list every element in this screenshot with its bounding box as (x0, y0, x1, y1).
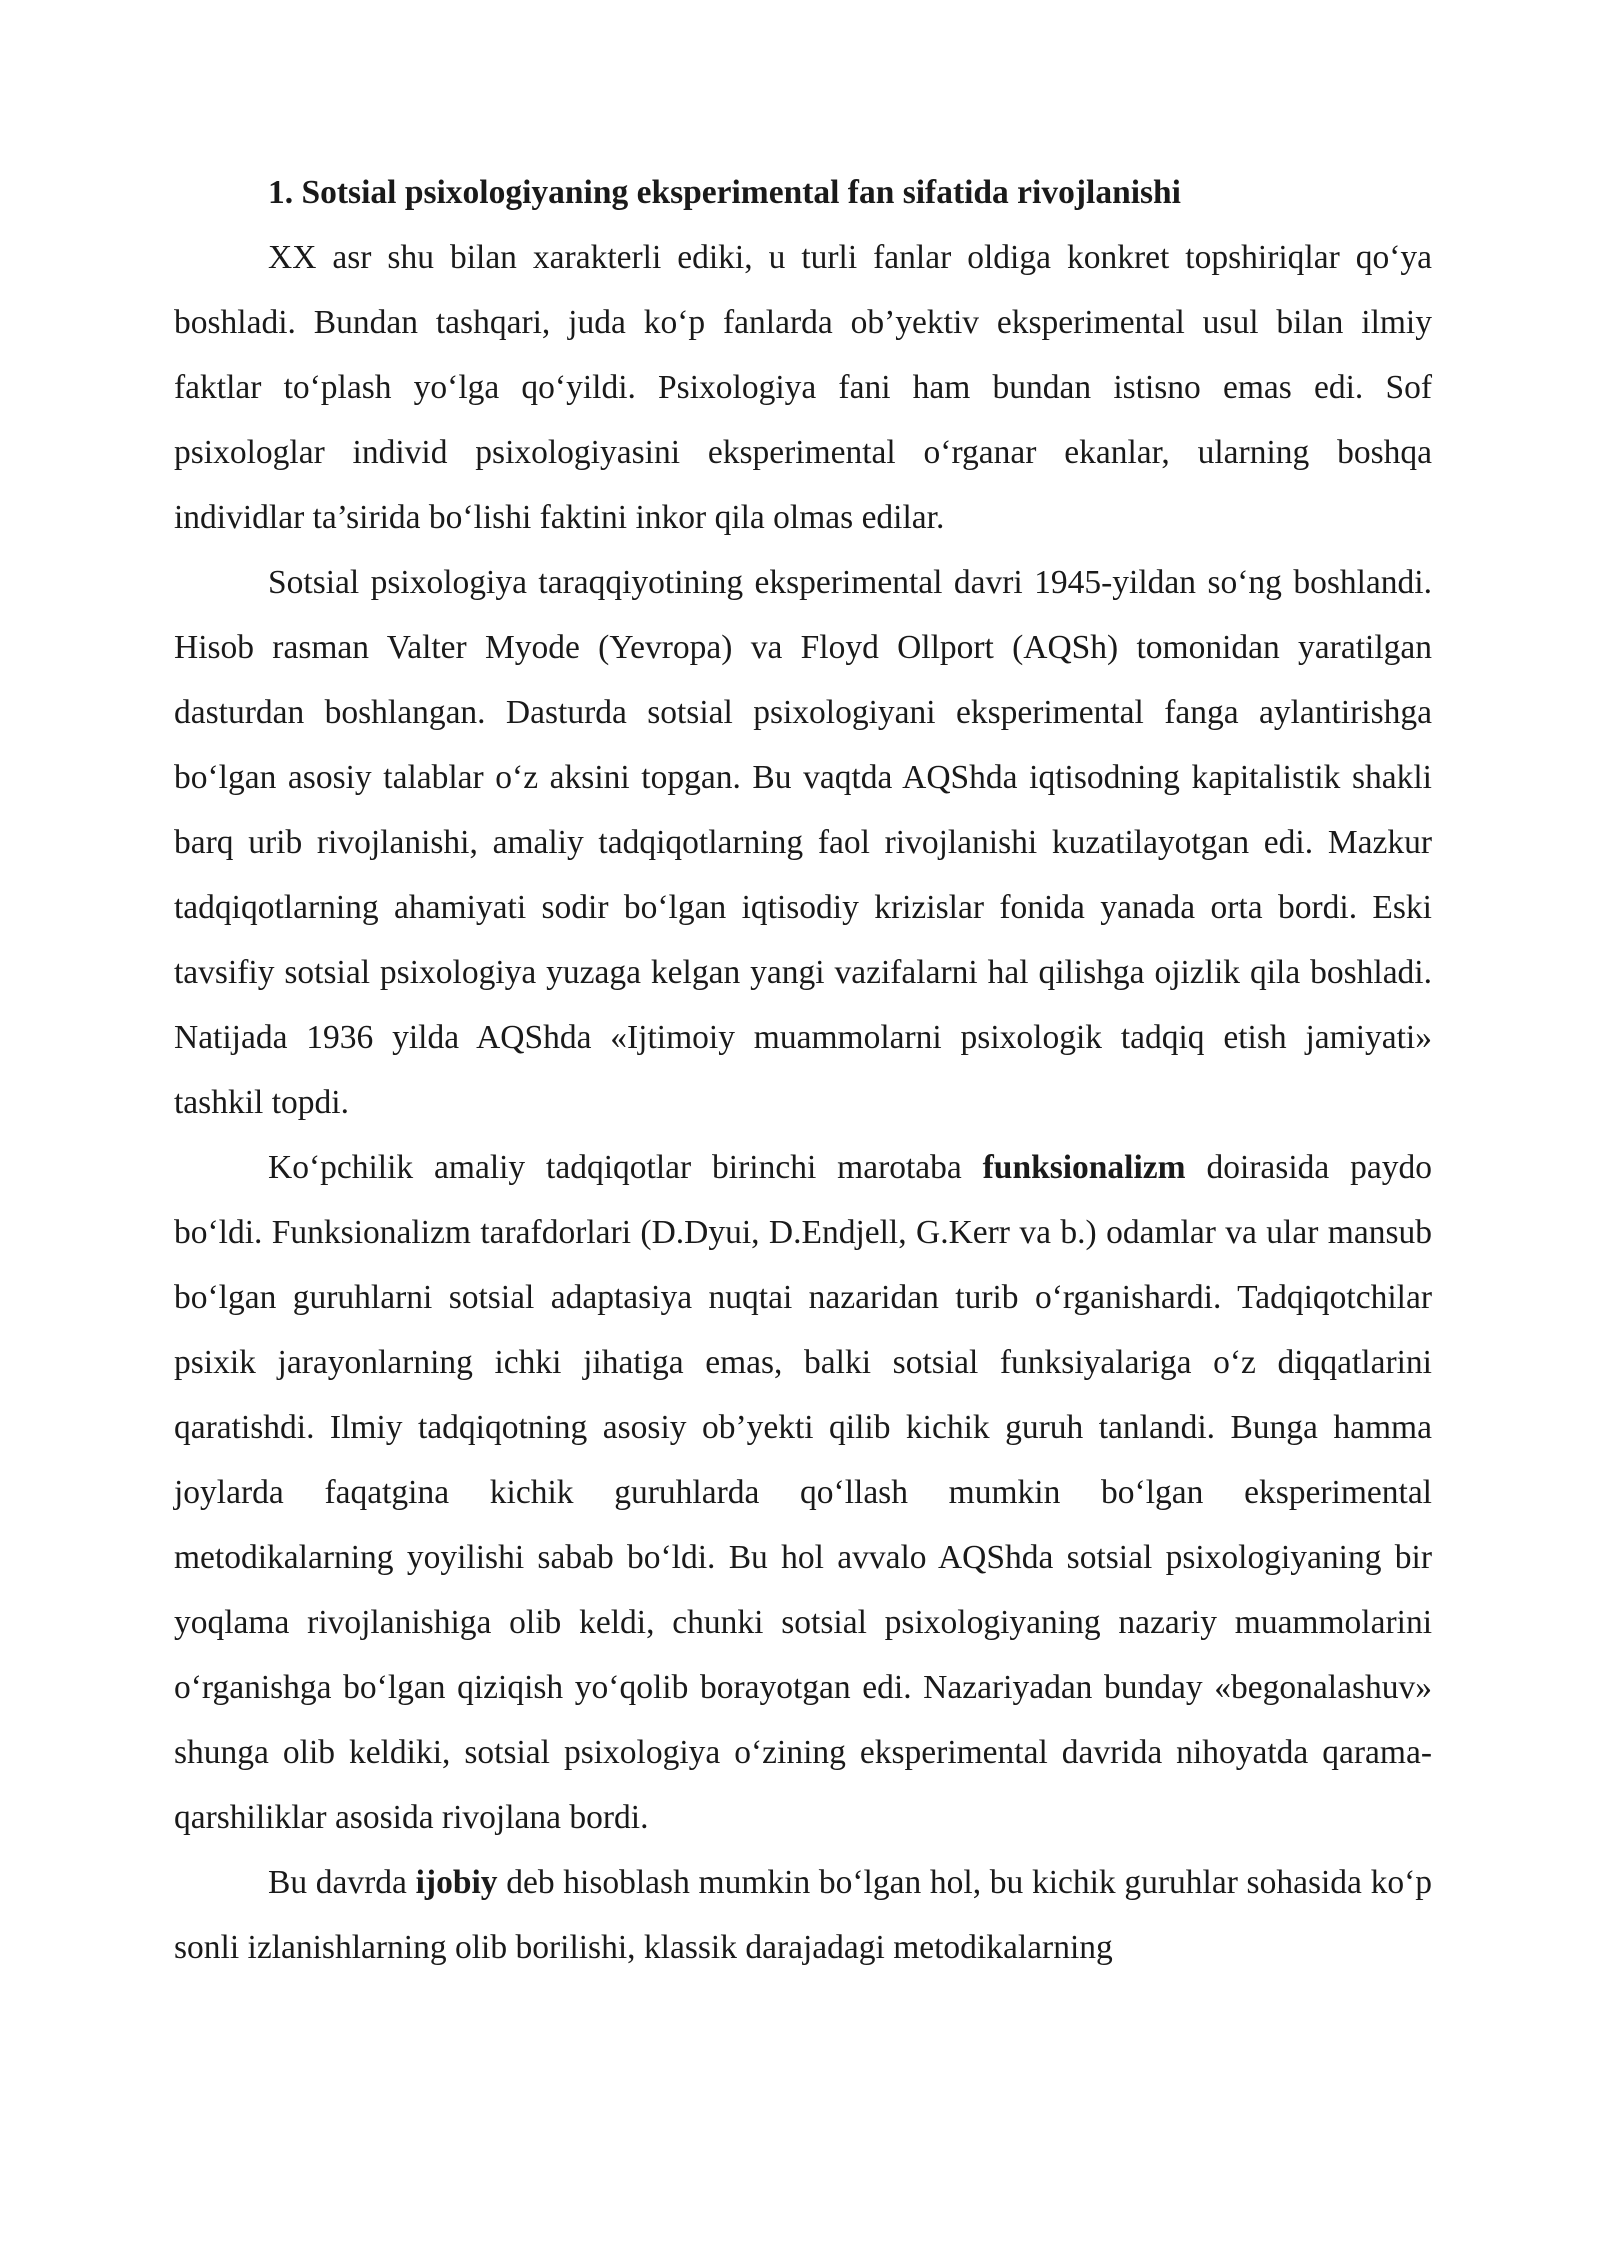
paragraph-1: XX asr shu bilan xarakterli ediki, u turli fanlar oldiga konkret topshiriqlar qo‘ya boshladi. Bundan tashqari, juda ko‘p fanlarda ob’yektiv eksperimental usul bilan ilmiy faktlar to‘plash yo‘lga qo‘yildi. Psixologiya fani ham bundan istisno emas edi. Sof psixologlar individ psixologiyasini eksperimental o‘rganar ekanlar, ularning boshqa individlar ta’sirida bo‘lishi faktini inkor qila olmas edilar. (174, 239, 1432, 536)
paragraph-4-text-end: deb hisoblash mumkin bo‘lgan hol, bu kichik guruhlar sohasida ko‘p sonli izlanishlarning olib borilishi, klassik darajadagi metodikalarning (174, 1864, 1433, 1966)
paragraph-3-text-start: Ko‘pchilik amaliy tadqiqotlar birinchi marotaba (268, 1149, 983, 1186)
term-ijobiy: ijobiy (415, 1864, 498, 1901)
section-heading: 1. Sotsial psixologiyaning eksperimental fan sifatida rivojlanishi (268, 174, 1181, 211)
paragraph-3 (174, 1135, 1432, 1850)
paragraph-4 (174, 1850, 1432, 1980)
paragraph-2: Sotsial psixologiya taraqqiyotining eksperimental davri 1945-yildan so‘ng boshlandi. Hisob rasman Valter Myode (Yevropa) va Floyd Ollport (AQSh) tomonidan yaratilgan dasturdan boshlangan. Dasturda sotsial psixologiyani eksperimental fanga aylantirishga bo‘lgan asosiy talablar o‘z aksini topgan. Bu vaqtda AQShda iqtisodning kapitalistik shakli barq urib rivojlanishi, amaliy tadqiqotlarning faol rivojlanishi kuzatilayotgan edi. Mazkur tadqiqotlarning ahamiyati sodir bo‘lgan iqtisodiy krizislar fonida yanada orta bordi. Eski tavsifiy sotsial psixologiya yuzaga kelgan yangi vazifalarni hal qilishga ojizlik qila boshladi. Natijada 1936 yilda AQShda «Ijtimoiy muammolarni psixologik tadqiq etish jamiyati» tashkil topdi. (174, 564, 1432, 1121)
paragraph-3-text-end: doirasida paydo bo‘ldi. Funksionalizm tarafdorlari (D.Dyui, D.Endjell, G.Kerr va b.) odamlar va ular mansub bo‘lgan guruhlarni sotsial adaptasiya nuqtai nazaridan turib o‘rganishardi. Tadqiqotchilar psixik jarayonlarning ichki jihatiga emas, balki sotsial funksiyalariga o‘z diqqatlarini qaratishdi. Ilmiy tadqiqotning asosiy ob’yekti qilib kichik guruh tanlandi. Bunga hamma joylarda faqatgina kichik guruhlarda qo‘llash mumkin bo‘lgan eksperimental metodikalarning yoyilishi sabab bo‘ldi. Bu hol avvalo AQShda sotsial psixologiyaning bir yoqlama rivojlanishiga olib keldi, chunki sotsial psixologiyaning nazariy muammolarini o‘rganishga bo‘lgan qiziqish yo‘qolib borayotgan edi. Nazariyadan bunday «begonalashuv» shunga olib keldiki, sotsial psixologiya o‘zining eksperimental davrida nihoyatda qarama-qarshiliklar asosida rivojlana bordi. (174, 1149, 1433, 1836)
term-funksionalizm: funksionalizm (982, 1149, 1186, 1186)
paragraph-4-text-start: Bu davrda (268, 1864, 416, 1901)
